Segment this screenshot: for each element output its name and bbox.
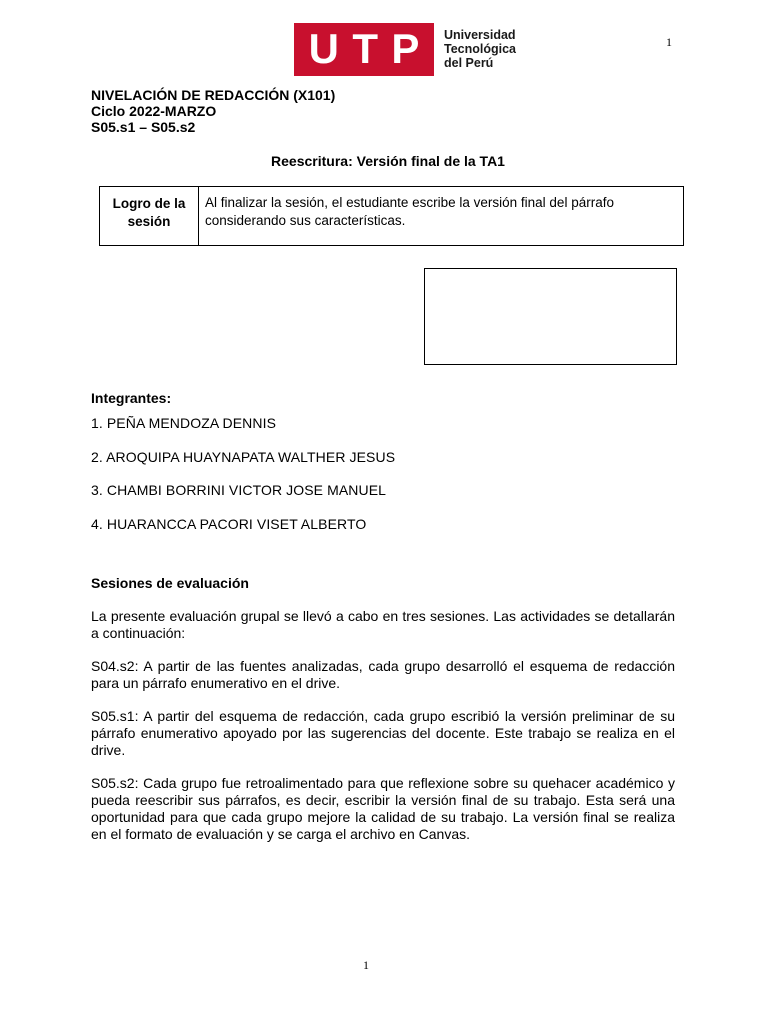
- member-item: 4. HUARANCCA PACORI VISET ALBERTO: [91, 515, 367, 532]
- document-subtitle: Reescritura: Versión final de la TA1: [271, 153, 505, 169]
- logo-letter-t: T: [352, 25, 378, 72]
- paragraph-s05-s2: S05.s2: Cada grupo fue retroalimentado para que reflexione sobre su quehacer académico y pueda reescribir sus párrafos, es decir, escribir la versión final de su trabajo. Esta será una oportunidad para que cada grupo mejore la calidad de su trabajo. La versión final se realiza en el formato de evaluación y se carga el archivo en Canvas.: [91, 775, 675, 842]
- member-item: 3. CHAMBI BORRINI VICTOR JOSE MANUEL: [91, 482, 387, 498]
- member-item: 2. AROQUIPA HUAYNAPATA WALTHER JESUS: [91, 448, 396, 465]
- logro-description: Al finalizar la sesión, el estudiante escribe la versión final del párrafo considerando sus características.: [205, 195, 614, 228]
- member-item: 1. PEÑA MENDOZA DENNIS: [91, 415, 277, 431]
- page-number-top: 1: [666, 35, 672, 49]
- integrantes-heading: Integrantes:: [91, 390, 172, 406]
- logro-label: [100, 187, 199, 245]
- members-list: [91, 414, 395, 548]
- page-number-bottom: 1: [363, 958, 369, 972]
- logo-letter-p: P: [391, 25, 420, 72]
- sesiones-body: [91, 608, 675, 859]
- cycle-label: Ciclo 2022-MARZO: [91, 103, 217, 119]
- utp-logo-mark: [294, 23, 434, 76]
- course-title: NIVELACIÓN DE REDACCIÓN (X101): [91, 87, 336, 103]
- logo-letter-u: U: [308, 25, 339, 72]
- logo-wordmark: [444, 28, 516, 70]
- logro-table: [99, 186, 684, 246]
- paragraph-s04-s2: S04.s2: A partir de las fuentes analizadas, cada grupo desarrolló el esquema de redacción para un párrafo enumerativo en el drive.: [91, 658, 675, 691]
- logo-line-3: del Perú: [444, 56, 494, 70]
- document-header: [91, 87, 335, 135]
- empty-grade-box: [424, 268, 677, 365]
- paragraph-intro: La presente evaluación grupal se llevó a cabo en tres sesiones. Las actividades se detallarán a continuación:: [91, 608, 675, 641]
- session-code: S05.s1 – S05.s2: [91, 119, 196, 135]
- sesiones-heading: Sesiones de evaluación: [91, 575, 249, 591]
- logro-label-line-1: Logro de la: [112, 196, 186, 211]
- paragraph-s05-s1: S05.s1: A partir del esquema de redacción, cada grupo escribió la versión preliminar de su párrafo enumerativo apoyado por las sugerencias del docente. Este trabajo se realiza en el drive.: [91, 708, 675, 758]
- logo-line-1: Universidad: [444, 28, 516, 42]
- utp-logo: [294, 22, 516, 76]
- logo-line-2: Tecnológica: [444, 42, 517, 56]
- logro-label-line-2: sesión: [127, 214, 171, 229]
